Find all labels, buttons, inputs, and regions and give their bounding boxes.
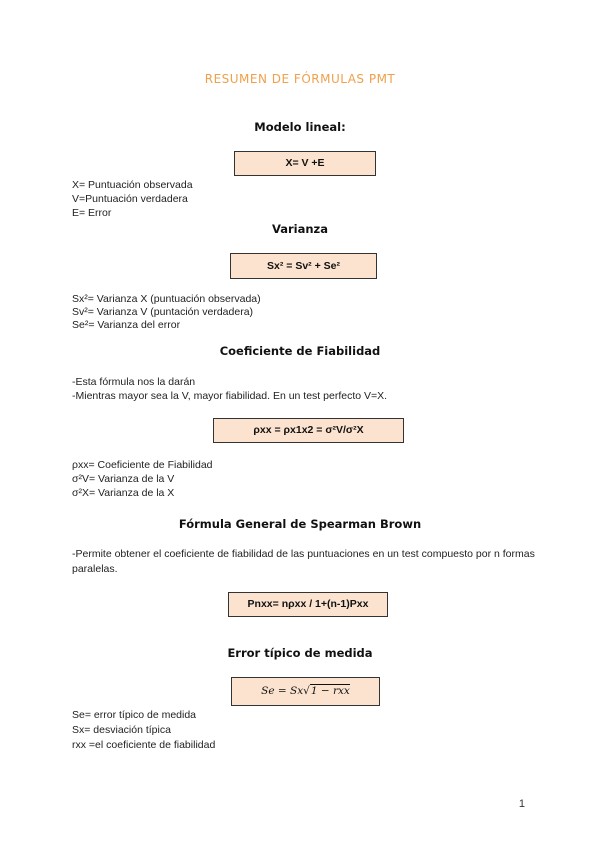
heading-spearman-brown: Fórmula General de Spearman Brown xyxy=(178,517,422,531)
def-sx2: Sx²= Varianza X (puntuación observada) xyxy=(72,293,261,305)
note-spearman-brown: -Permite obtener el coeficiente de fiabilidad de las puntuaciones en un test compuesto por n formas paralelas. xyxy=(72,548,535,575)
def-sx: Sx= desviación típica xyxy=(72,724,171,736)
formula-spearman-brown: Pnxx= nρxx / 1+(n-1)Pxx xyxy=(228,592,388,617)
formula-modelo-lineal: X= V +E xyxy=(234,151,376,176)
heading-modelo-lineal: Modelo lineal: xyxy=(254,120,346,134)
formula-error-left: Se = Sx xyxy=(261,685,304,697)
formula-error-root: 1 − rxx xyxy=(310,685,350,697)
heading-varianza: Varianza xyxy=(271,222,329,236)
def-v: V=Puntuación verdadera xyxy=(72,193,188,205)
def-e: E= Error xyxy=(72,207,112,219)
heading-fiabilidad: Coeficiente de Fiabilidad xyxy=(219,344,381,358)
heading-error-tipico: Error típico de medida xyxy=(227,646,373,660)
note-fiabilidad-1: -Esta fórmula nos la darán xyxy=(72,376,196,388)
def-sv2: Sv²= Varianza V (puntación verdadera) xyxy=(72,306,254,318)
formula-error-tipico xyxy=(231,677,380,706)
formula-varianza: Sx² = Sv² + Se² xyxy=(230,253,377,279)
def-rxx: rxx =el coeficiente de fiabilidad xyxy=(72,739,216,751)
def-pxx: ρxx= Coeficiente de Fiabilidad xyxy=(72,459,213,471)
note-fiabilidad-2: -Mientras mayor sea la V, mayor fiabilidad. En un test perfecto V=X. xyxy=(72,390,388,402)
sqrt-sign: √ xyxy=(303,685,310,697)
page-number: 1 xyxy=(518,798,525,810)
document-title: RESUMEN DE FÓRMULAS PMT xyxy=(204,72,396,86)
def-sigma-x: σ²X= Varianza de la X xyxy=(72,487,175,499)
def-se2: Se²= Varianza del error xyxy=(72,319,181,331)
formula-fiabilidad: ρxx = ρx1x2 = σ²V/σ²X xyxy=(213,418,404,443)
def-x: X= Puntuación observada xyxy=(72,179,193,191)
def-se: Se= error típico de medida xyxy=(72,709,197,721)
def-sigma-v: σ²V= Varianza de la V xyxy=(72,473,175,485)
